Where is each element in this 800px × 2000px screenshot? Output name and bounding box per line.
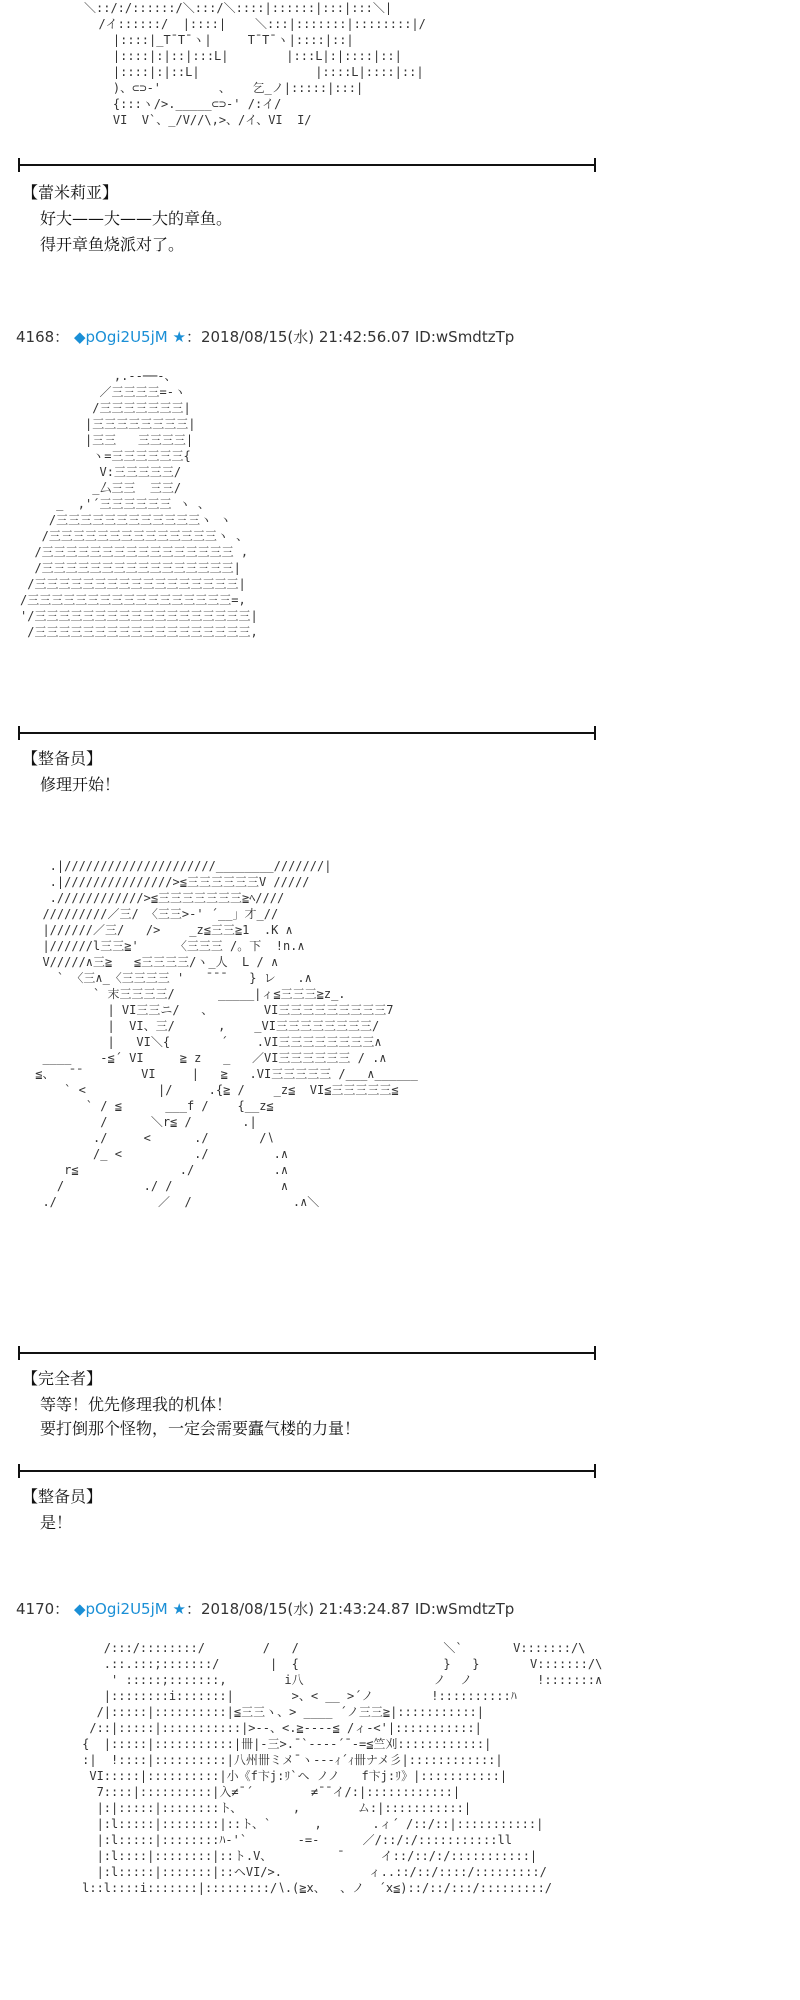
speaker-label: 【蕾米莉亚】 <box>22 183 119 202</box>
speaker-label: 【完全者】 <box>22 1369 103 1388</box>
post-header <box>16 326 514 347</box>
dialogue-line: 是！ <box>40 1513 73 1532</box>
dialogue-line: 等等！优先修理我的机体！ <box>40 1395 233 1414</box>
divider <box>18 164 596 166</box>
dialogue-line: 好大——大——大的章鱼。 <box>40 209 233 228</box>
divider <box>18 732 596 734</box>
divider <box>18 1352 596 1354</box>
speaker-label: 【整备员】 <box>22 749 103 768</box>
divider <box>18 1470 596 1472</box>
ascii-art-face: ＼::/:/::::::/＼:::/＼::::|::::::|:::|:::＼| /イ::::::/ |::::| ＼:::|:::::::|::::::::|/ |::::|_T¯T¯ヽ| T¯T¯ヽ|::::|::| |::::|:|::|:::L| |:::L|:|::::|::| |::::|:|::L| |::::L|::::|::| )、⊂⊃-' 、 乞_ノ|:::::|:::| {:::ヽ/>._____⊂⊃-' /:イ/ VI V`、_/V//\,>、/イ、VI I/ <box>84 1 426 127</box>
post-meta: ：2018/08/15(水) 21:42:56.07 ID:wSmdtzTp <box>185 328 515 346</box>
post-header <box>16 1598 514 1619</box>
post-number: 4170： <box>16 1600 70 1618</box>
star-icon: ★ <box>172 1600 186 1618</box>
ascii-art-mechanic: ,.-‐──-、 ／三三三三=-ヽ /三三三三三三三| |三三三三三三三三| |三三 三三三三| ヽ=三三三三三三{ V:三三三三三/ _厶三三 三三/ _ ,'´三三三三三三 ヽ 、 /三三三三三三三三三三三三ヽ ヽ /三三三三三三三三三三三三三三ヽ 、 /三三三三三三三三三三三三三三三三 , /三三三三三三三三三三三三三三三三| /三三三三三三三三三三三三三三三三三| /三三三三三三三三三三三三三三三三三=, '/三三三三三三三三三三三三三三三三三三| /三三三三三三三三三三三三三三三三三三, <box>20 369 258 639</box>
post-number: 4168： <box>16 328 70 346</box>
trip-diamond-icon: ◆ <box>73 1600 86 1618</box>
dialogue-line: 要打倒那个怪物，一定会需要蠹气楼的力量！ <box>40 1419 361 1438</box>
speaker-label: 【整备员】 <box>22 1487 103 1506</box>
post-meta: ：2018/08/15(水) 21:43:24.87 ID:wSmdtzTp <box>185 1600 515 1618</box>
poster-id-link[interactable]: pOgi2U5jM <box>85 328 168 346</box>
trip-diamond-icon: ◆ <box>73 328 86 346</box>
poster-id-link[interactable]: pOgi2U5jM <box>85 1600 168 1618</box>
ascii-art-character: /:::/::::::::/ / / ＼` V:::::::/\ .::.:::;:::::::/ | { } } V:::::::/\ ' :::::;:::::::, i八 ノ ノ !:::::::∧ |::::::::i:::::::| >、< __ >´ノ !::::::::::ﾊ /|:::::|::::::::::|≦三三ヽ、> ____ ´ノ三三≧|:::::::::::| /::|:::::|:::::::::::|>‐‐、<.≧‐‐‐‐≦ /ィ‐<'|:::::::::::| { |:::::|:::::::::::|卌|‐三>.¯`‐‐‐-´¯‐=≦竺刈::::::::::::| :| !::::|::::::::::|八州卌ミメ¯ヽ‐‐‐ｨ´ｨ卌ナメ彡|::::::::::::| VI:::::|::::::::::|小《f卞j:ﾘ`ヘ ノノ f卞j:ﾘ》|:::::::::::| 7::::|::::::::::|入≠¯´ ≠¯¯イ/:|::::::::::::| |:|:::::|::::::::ト、 , ム:|:::::::::::| |:l:::::|::::::::|::ト、` , .ィ´ /::/::|:::::::::::| |:l:::::|::::::::ﾊ‐'` ‐=‐ ／/::/:/:::::::::::ll |:l::::|::::::::|::ト.V、 ¯ イ::/::/:/:::::::::::| |:l:::::|:::::::|::ヘVI/>. ィ..::/::/::::/:::::::::/ l::l::::i:::::::|:::::::::/∖.(≧x、 、ノ ´x≦)::/::/:::/:::::::::/ <box>82 1641 603 1895</box>
ascii-art-robot: .|/////////////////////________///////| .|///////////////>≦三三三三三三V ///// .////////////>≦三三三三三三三≧ﾍ//// /////////／三/ 〈三三>‐' ´__」才_// |//////／三/ /> _z≦三三≧1 .K ∧ |//////l三三≧' 〈三三三 /。下 !n.∧ V/////∧三≧ ≦三三三三/ヽ_人 L / ∧ ` 〈三∧_〈三三三三 ' ¯¯¯ } レ .∧ ` 末三三三三/ _____|ィ≦三三三≧z_. | VI三三ニ/ 、 VI三三三三三三三三三7 | VI、三/ , _VI三三三三三三三三/ | VI＼{ ´ .VI三三三三三三三三∧ ____ ‐≦´ VI ≧ z _ ／VI三三三三三三 / .∧ ≦、 ¯¯ VI | ≧ .VI三三三三三 /___∧______ ` < |/ .{≧ / _z≦ VI≦三三三三三≦ ` / ≦ ___f / {__z≦ / ＼r≦ / .| ./ < ./ /∖ /_ < ./ .∧ r≦ ./ .∧ / ./ / ∧ ./ ／ / .∧＼ <box>35 859 418 1209</box>
dialogue-line: 得开章鱼烧派对了。 <box>40 235 185 254</box>
star-icon: ★ <box>172 328 186 346</box>
dialogue-line: 修理开始！ <box>40 775 121 794</box>
